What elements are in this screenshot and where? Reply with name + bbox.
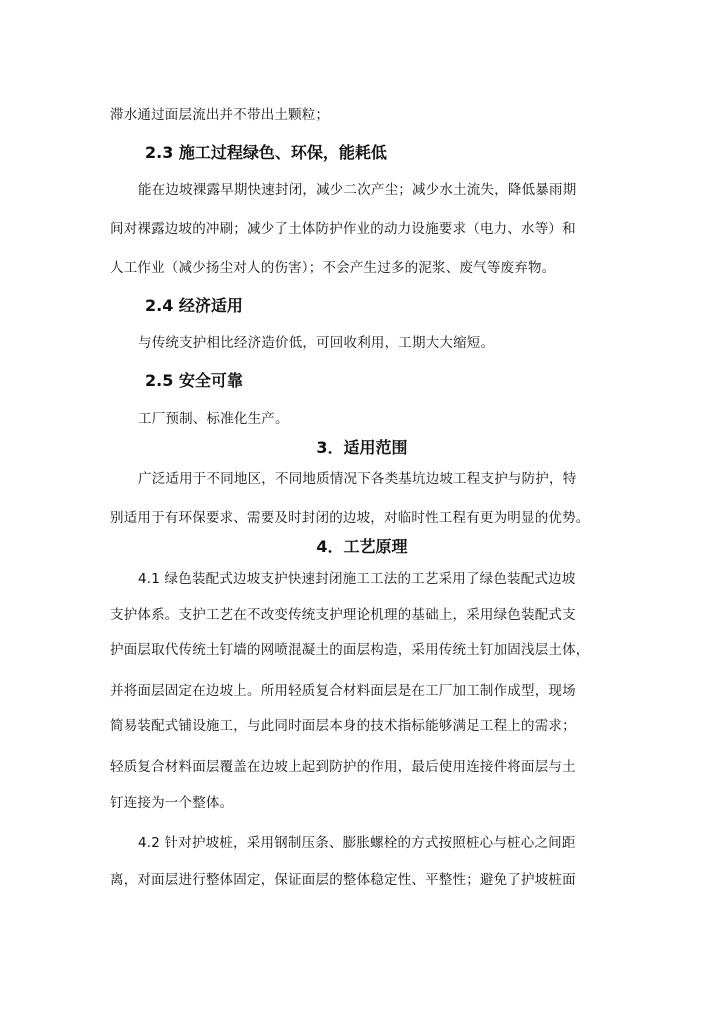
paragraph-line: 简易装配式铺设施工，与此同时面层本身的技术指标能够满足工程上的需求； <box>110 718 576 734</box>
paragraph-line: 广泛适用于不同地区，不同地质情况下各类基坑边坡工程支护与防护，特 <box>138 471 577 487</box>
paragraph-line: 4.2 针对护坡桩，采用钢制压条、膨胀螺栓的方式按照桩心与桩心之间距 <box>138 835 576 851</box>
paragraph-line: 人工作业（减少扬尘对人的伤害）；不会产生过多的泥浆、废气等废弃物。 <box>110 260 556 276</box>
paragraph-line: 并将面层固定在边坡上。所用轻质复合材料面层是在工厂加工制作成型，现场 <box>110 683 576 699</box>
paragraph-line: 与传统支护相比经济造价低，可回收利用，工期大大缩短。 <box>138 335 495 351</box>
paragraph-line: 滞水通过面层流出并不带出土颗粒； <box>110 107 330 123</box>
paragraph-line: 间对裸露边坡的冲刷；减少了土体防护作业的动力设施要求（电力、水等）和 <box>110 221 576 237</box>
section-heading-2-4: 2.4 经济适用 <box>145 296 243 315</box>
paragraph-line: 护面层取代传统土钉墙的网喷混凝土的面层构造，采用传统土钉加固浅层土体， <box>110 642 590 658</box>
paragraph-line: 别适用于有环保要求、需要及时封闭的边坡，对临时性工程有更为明显的优势。 <box>110 510 590 526</box>
section-heading-2-5: 2.5 安全可靠 <box>145 371 243 390</box>
section-heading-4: 4．工艺原理 <box>316 537 408 556</box>
paragraph-line: 4.1 绿色装配式边坡支护快速封闭施工工法的工艺采用了绿色装配式边坡 <box>138 571 576 587</box>
paragraph-line: 能在边坡裸露早期快速封闭，减少二次产尘；减少水土流失，降低暴雨期 <box>138 182 577 198</box>
paragraph-line: 工厂预制、标准化生产。 <box>138 411 289 427</box>
paragraph-line: 支护体系。支护工艺在不改变传统支护理论机理的基础上，采用绿色装配式支 <box>110 607 576 623</box>
paragraph-line: 钉连接为一个整体。 <box>110 795 234 811</box>
section-heading-2-3: 2.3 施工过程绿色、环保，能耗低 <box>145 143 387 162</box>
paragraph-line: 轻质复合材料面层覆盖在边坡上起到防护的作用，最后使用连接件将面层与土 <box>110 759 576 775</box>
section-heading-3: 3．适用范围 <box>316 438 408 457</box>
paragraph-line: 离，对面层进行整体固定，保证面层的整体稳定性、平整性；避免了护坡桩面 <box>110 872 576 888</box>
